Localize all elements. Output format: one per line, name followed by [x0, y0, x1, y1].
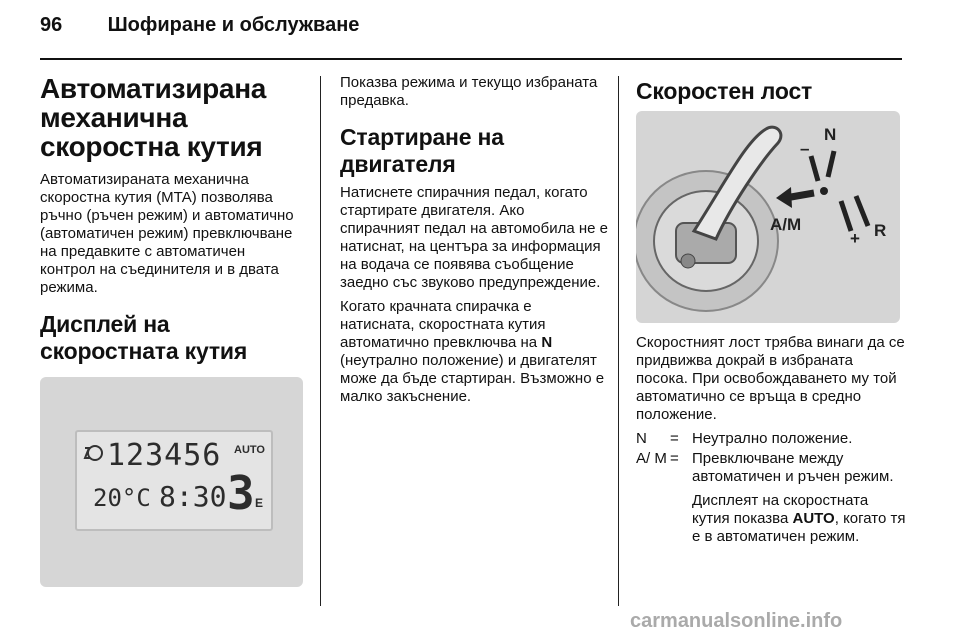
definition-value: Превключване между автоматичен и ръчен режим.	[692, 450, 894, 485]
column-3	[636, 74, 906, 111]
lcd-panel	[75, 430, 273, 531]
text-part: Когато крачната спирачка е натисната, скоростната кутия автоматично превключва на	[340, 298, 546, 351]
header-rule	[40, 58, 902, 60]
section-title: Шофиране и обслужване	[107, 14, 360, 36]
gear-r-label: R	[874, 221, 887, 240]
definition-note	[692, 492, 906, 546]
heading-amt: Автоматизирана механична скоростна кутия	[40, 73, 267, 162]
definition-key: A/ M	[636, 450, 667, 467]
column-3-text	[636, 334, 906, 546]
gear-lever-drawing	[636, 111, 900, 323]
text-part: (неутрално положение) и двигателят може да бъде стартиран. Възможно е малко закъснение.	[340, 352, 605, 405]
definition-eq: =	[670, 430, 679, 447]
gear-mode: E	[255, 496, 264, 510]
clock: 8:30	[159, 480, 227, 513]
paragraph-display-shows: Показва режима и текущо избраната предавка.	[340, 74, 598, 109]
page-header	[40, 14, 359, 37]
gear-plus-label: +	[850, 229, 860, 248]
paragraph-start-1: Натиснете спирачния педал, когато стартирате двигателя. Ако спирачният педал на автомобила не е натиснат, на центъра за информация на водача се появява съобщение заедно със звуково предупреждение.	[340, 184, 608, 291]
definition-value: Неутрално положение.	[692, 430, 853, 447]
text-neutral-key: N	[541, 334, 553, 351]
text-auto: AUTO	[792, 510, 835, 527]
text-part: Дисплеят на скоростната кутия показва	[692, 492, 869, 527]
paragraph-lever: Скоростният лост трябва винаги да се придвижва докрай в избраната посока. При освобождаването му той автоматично се връща в средно положение.	[636, 334, 905, 423]
text-part: , когато тя е в автоматичен режим.	[692, 510, 906, 545]
column-2	[340, 74, 608, 412]
auto-label: AUTO	[234, 444, 265, 456]
definition-am	[636, 450, 906, 486]
gear-minus-label: –	[800, 139, 810, 158]
heading-gear-lever: Скоростен лост	[636, 78, 813, 104]
definition-list	[636, 430, 906, 546]
gear-digit: 3	[227, 466, 255, 520]
temperature: 20°C	[93, 484, 151, 512]
definition-n	[636, 430, 906, 448]
page-number: 96	[40, 14, 63, 36]
definition-key: N	[636, 430, 647, 447]
heading-start-engine: Стартиране на двигателя	[340, 124, 504, 177]
paragraph-start-2	[340, 298, 608, 406]
definition-eq: =	[670, 450, 679, 467]
paragraph-amt: Автоматизираната механична скоростна кутия (MTA) позволява ръчно (ръчен режим) и автоматично (автоматичен режим) превключване на предавките с автоматичен контрол на съединителя и в двата режима.	[40, 171, 294, 296]
column-1	[40, 74, 302, 371]
heading-display: Дисплей на скоростната кутия	[40, 311, 248, 364]
transmission-display-image	[40, 377, 303, 587]
column-divider-2	[618, 76, 619, 606]
gear-n-label: N	[824, 125, 837, 144]
gear-am-label: A/M	[770, 215, 802, 234]
watermark: carmanualsonline.info	[630, 610, 843, 632]
display-icon	[83, 442, 105, 464]
odometer-digits: 123456	[107, 438, 222, 473]
column-divider-1	[320, 76, 321, 606]
gear-lever-image	[636, 111, 900, 323]
